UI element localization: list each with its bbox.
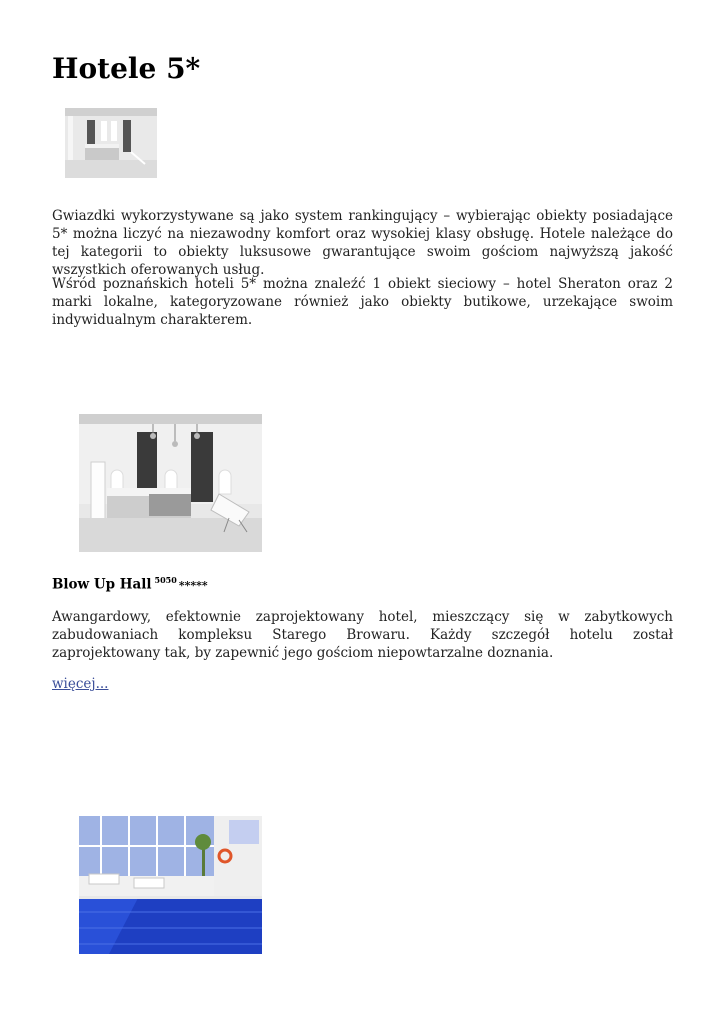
intro-room-thumbnail — [65, 108, 157, 178]
hotel-superscript: 5050 — [154, 575, 177, 585]
hotel-stars: ***** — [178, 578, 208, 592]
hotel-description: Awangardowy, efektownie zaprojektowany hotel, mieszczący się w zabytkowych zabudowaniach kompleksu Starego Browaru. Każdy szczegół hotelu został zaprojektowany tak, by zapewnić jego gościom niepowtarzalne doznania. — [52, 609, 673, 661]
more-link[interactable]: więcej... — [52, 676, 109, 692]
intro-paragraph-1: Gwiazdki wykorzystywane są jako system rankingujący – wybierając obiekty posiadające 5* można liczyć na niezawodny komfort oraz wysokiej klasy obsługę. Hotele należące do tej kategorii to obiekty luksusowe gwarantujące swoim gościom najwyższą jakość wszystkich oferowanych usług. — [52, 208, 673, 278]
blow-up-hall-photo — [79, 414, 262, 552]
intro-paragraph-2: Wśród poznańskich hoteli 5* można znaleźć 1 obiekt sieciowy – hotel Sheraton oraz 2 marki lokalne, kategoryzowane również jako obiekty butikowe, urzekające swoim indywidualnym charakterem. — [52, 276, 673, 328]
pool-photo — [79, 816, 262, 954]
hotel-name: Blow Up Hall — [52, 576, 152, 593]
page-title: Hotele 5* — [52, 52, 201, 85]
hotel-name-heading — [52, 575, 208, 593]
